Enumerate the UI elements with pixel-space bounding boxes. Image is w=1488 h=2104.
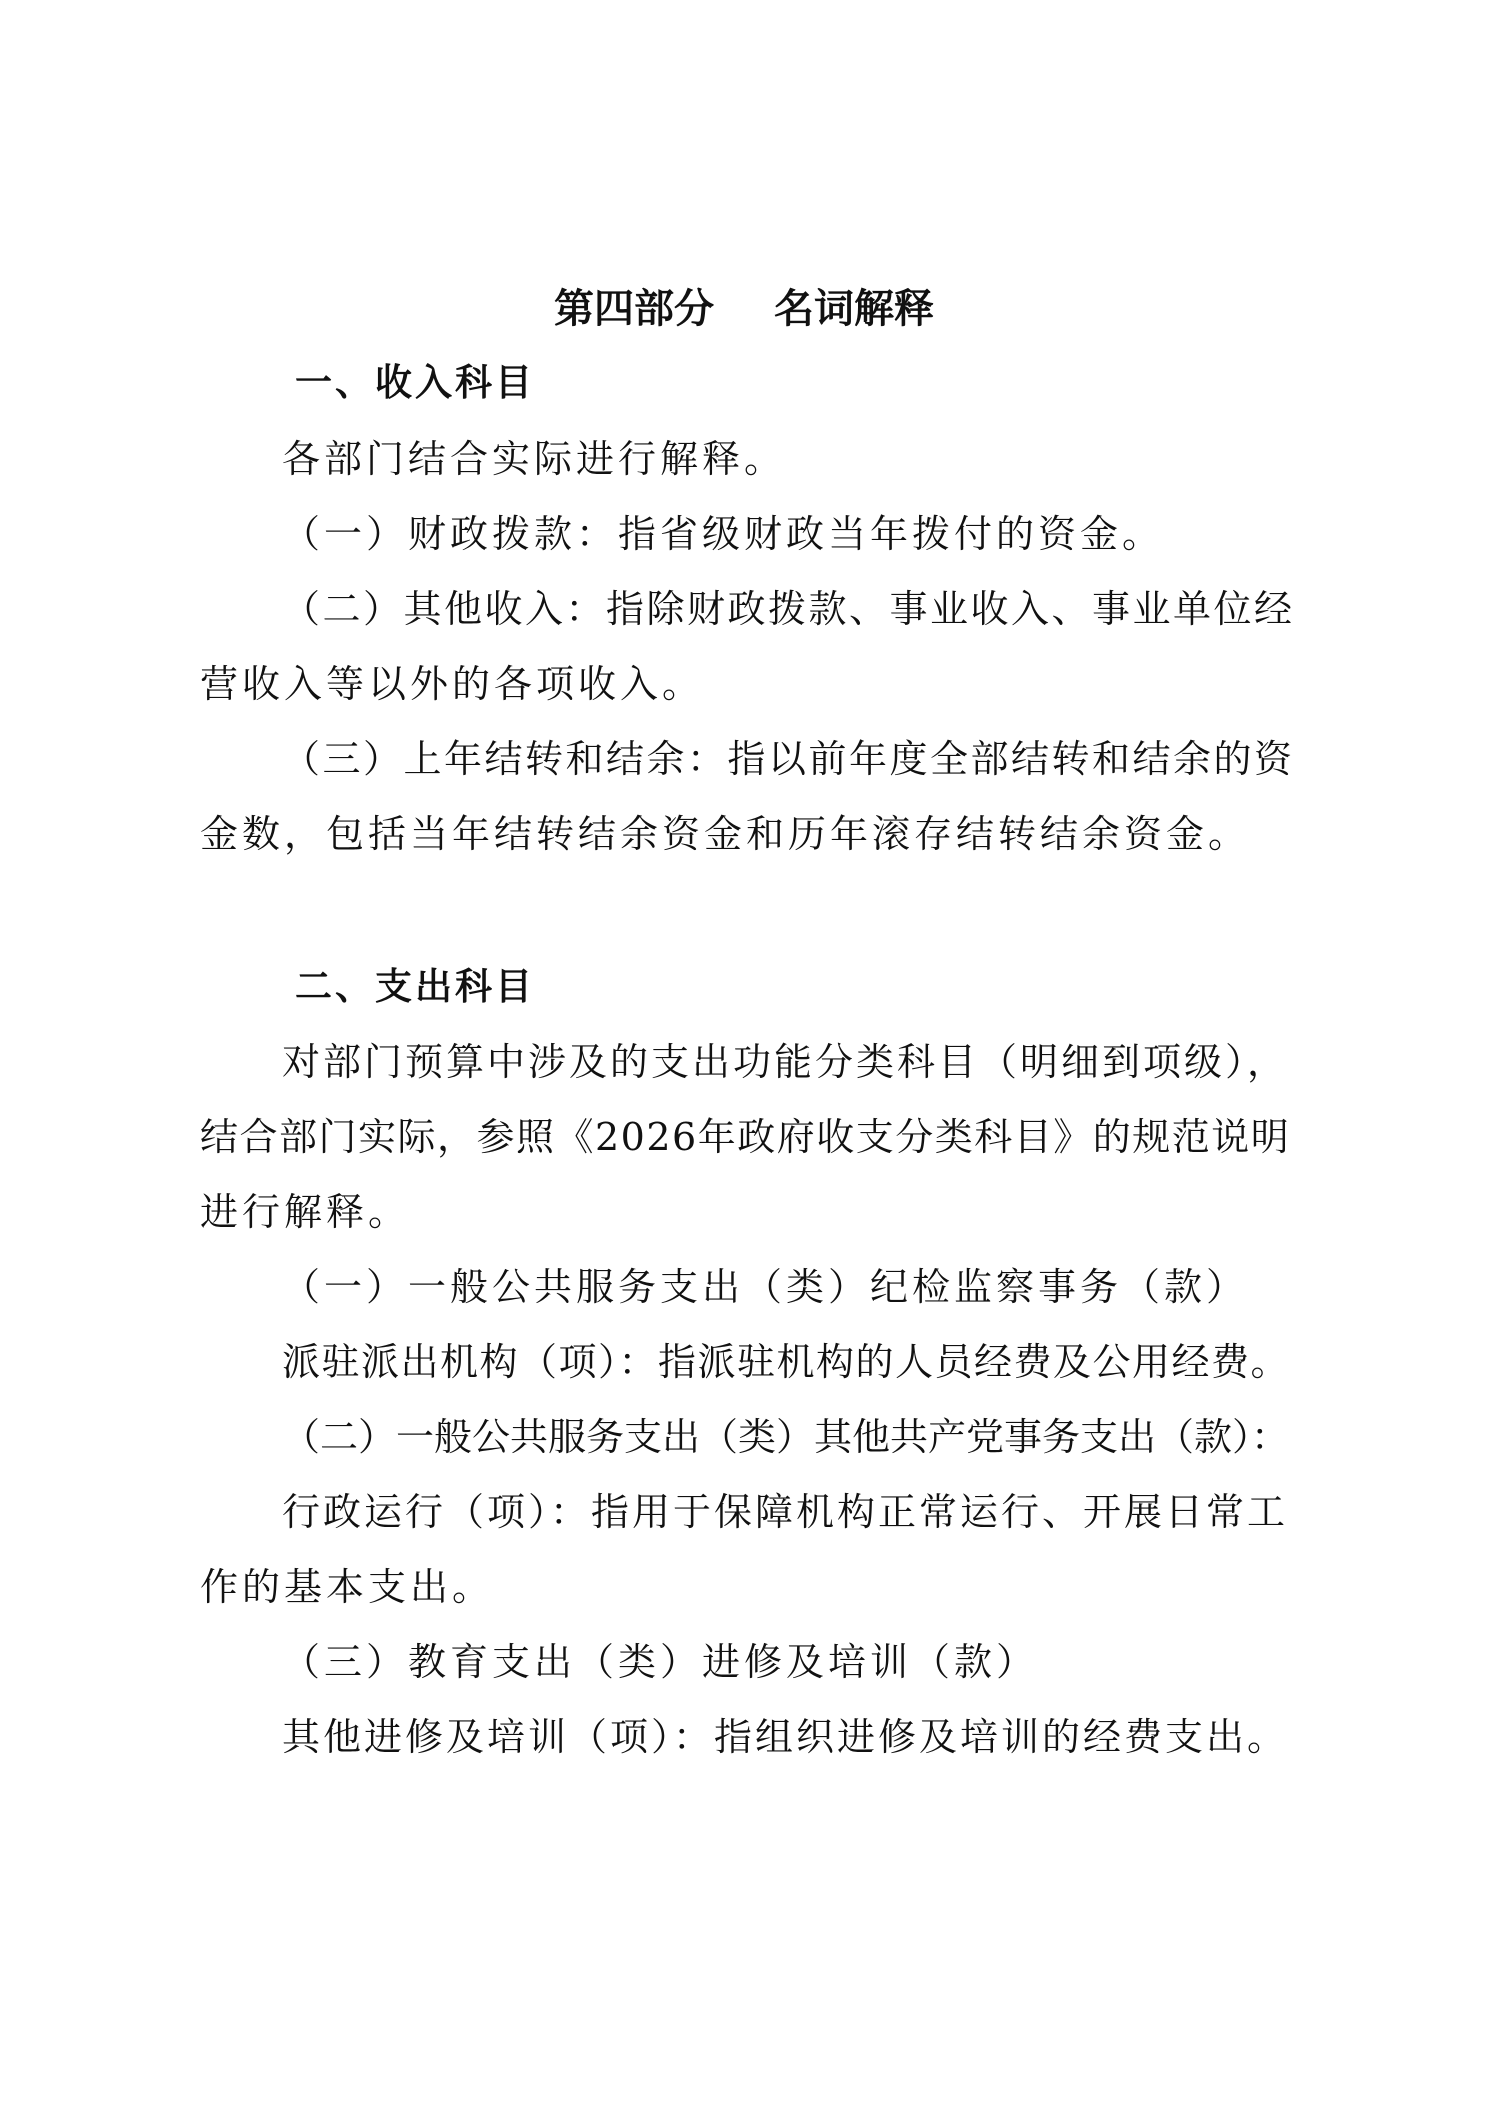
section1-intro: 各部门结合实际进行解释。 [282,437,787,481]
title-part: 第四部分 [554,286,714,332]
section2-intro-line2: 结合部门实际，参照《2026年政府收支分类科目》的规范说明 [200,1115,1291,1159]
section2-item1-line1: （一）一般公共服务支出（类）纪检监察事务（款） [282,1265,1249,1309]
section1-item3-line2: 金数，包括当年结转结余资金和历年滚存结转结余资金。 [200,812,1251,856]
section2-item1-line2: 派驻派出机构（项）：指派驻机构的人员经费及公用经费。 [282,1340,1291,1384]
page-title [0,284,1488,334]
title-name: 名词解释 [774,286,934,332]
section2-item3-line2: 其他进修及培训（项）：指组织进修及培训的经费支出。 [282,1715,1289,1759]
section2-item2-line1: （二）一般公共服务支出（类）其他共产党事务支出（款）： [282,1415,1290,1459]
section2-item3-line1: （三）教育支出（类）进修及培训（款） [282,1640,1039,1684]
section2-item2-line3: 作的基本支出。 [200,1565,495,1609]
section1-item3-line1: （三）上年结转和结余：指以前年度全部结转和结余的资 [282,737,1295,781]
section1-item2-line2: 营收入等以外的各项收入。 [200,662,705,706]
section1-heading: 一、收入科目 [295,360,535,404]
section2-intro-line3: 进行解释。 [200,1190,411,1234]
section2-intro-line1: 对部门预算中涉及的支出功能分类科目（明细到项级）， [282,1040,1289,1084]
section2-item2-line2: 行政运行（项）：指用于保障机构正常运行、开展日常工 [282,1490,1289,1534]
section1-item2-line1: （二）其他收入：指除财政拨款、事业收入、事业单位经 [282,587,1295,631]
section1-item1: （一）财政拨款：指省级财政当年拨付的资金。 [282,512,1165,556]
section2-heading: 二、支出科目 [295,964,535,1008]
